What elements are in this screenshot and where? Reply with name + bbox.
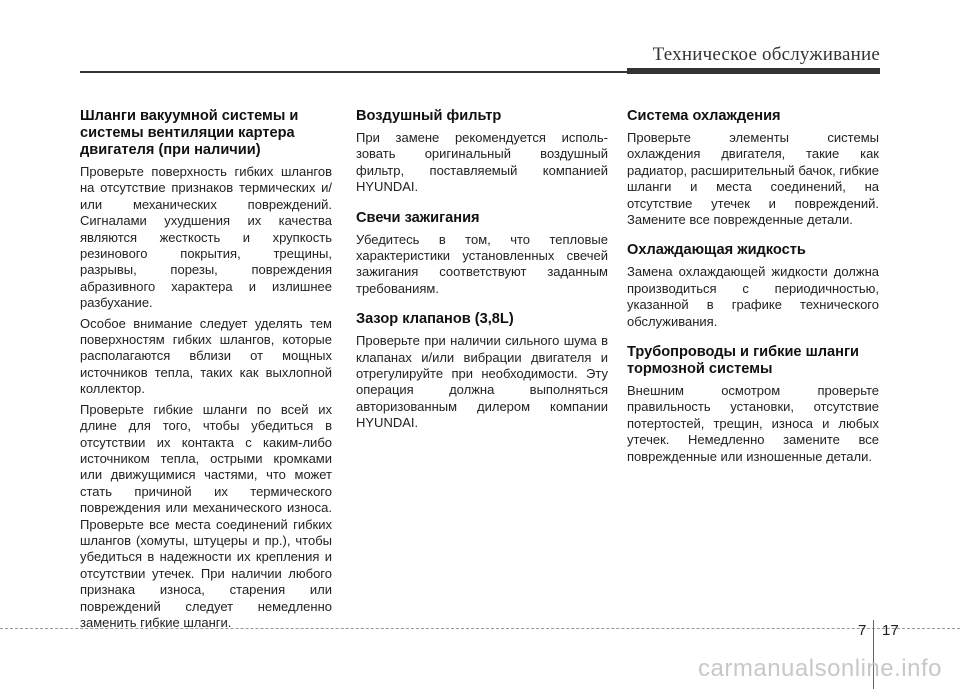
chapter-number: 7 [858, 622, 867, 639]
section-heading: Зазор клапанов (3,8L) [356, 311, 514, 328]
page-header-title: Техническое обслуживание [652, 44, 880, 65]
section-paragraph: Замена охлаждающей жидкости должна производиться с периодичностью, указанной в графике технического обслуживания. [627, 264, 879, 329]
section-paragraph: При замене рекомендуется исполь-зовать оригинальный воздушный фильтр, поставляемый компанией HYUNDAI. [356, 130, 608, 195]
column-right [627, 108, 879, 469]
section-paragraph: Проверьте поверхность гибких шлангов на отсутствие признаков термических и/или механических повреждений. Сигналами ухудшения их качества являются жесткость и хрупкость резинового покрытия, трещины, разрывы, порезы, повреждения абразивного характера и излишнее разбухание. [80, 164, 332, 311]
section-paragraph: Особое внимание следует уделять тем поверхностям гибких шлангов, которые располагаются вблизи от мощных источников тепла, таких как выхлопной коллектор. [80, 315, 332, 397]
column-left [80, 108, 332, 635]
section-heading: Охлаждающая жидкость [627, 242, 806, 259]
section-heading: Трубопроводы и гибкие шланги тормозной системы [627, 344, 860, 378]
section-heading: Воздушный фильтр [356, 108, 502, 124]
header-rule [80, 71, 627, 73]
section-paragraph: Проверьте при наличии сильного шума в клапанах и/или вибрации двигателя и отрегулируйте при необходимости. Эту операция должна выполняться авторизованным дилером компании HYUNDAI. [356, 333, 608, 431]
section-heading: Система охлаждения [627, 108, 781, 124]
section-paragraph: Проверьте элементы системы охлаждения двигателя, такие как радиатор, расширительный бачок, гибкие шланги и места соединений, на отсутствие утечек и повреждений. Замените все поврежденные детали. [627, 130, 879, 228]
footer-dashed-line [0, 628, 960, 629]
column-middle [356, 108, 608, 436]
watermark: carmanualsonline.info [698, 655, 942, 682]
header-rule-accent [627, 68, 880, 74]
section-heading: Шланги вакуумной системы и системы вентиляции картера двигателя (при наличии) [80, 108, 299, 158]
section-heading: Свечи зажигания [356, 209, 480, 226]
section-paragraph: Убедитесь в том, что тепловые характеристики установленных свечей зажигания соответствуют заданным требованиям. [356, 231, 608, 296]
section-paragraph: Проверьте гибкие шланги по всей их длине для того, чтобы убедиться в отсутствии их контакта с каким-либо источником тепла, острыми кромками или движущимися частями, что может стать причиной их термического повреждения или механического износа. Проверьте все места соединений гибких шлангов (хомуты, штуцеры и пр.), чтобы убедиться в надежности их крепления и отсутствии утечек. При наличии любого признака износа, старения или повреждений следует немедленно заменить гибкие шланги. [80, 401, 332, 630]
section-paragraph: Внешним осмотром проверьте правильность установки, отсутствие потертостей, трещин, износа и любых утечек. Немедленно замените все поврежденные или изношенные детали. [627, 383, 879, 464]
page-number: 17 [882, 622, 899, 639]
